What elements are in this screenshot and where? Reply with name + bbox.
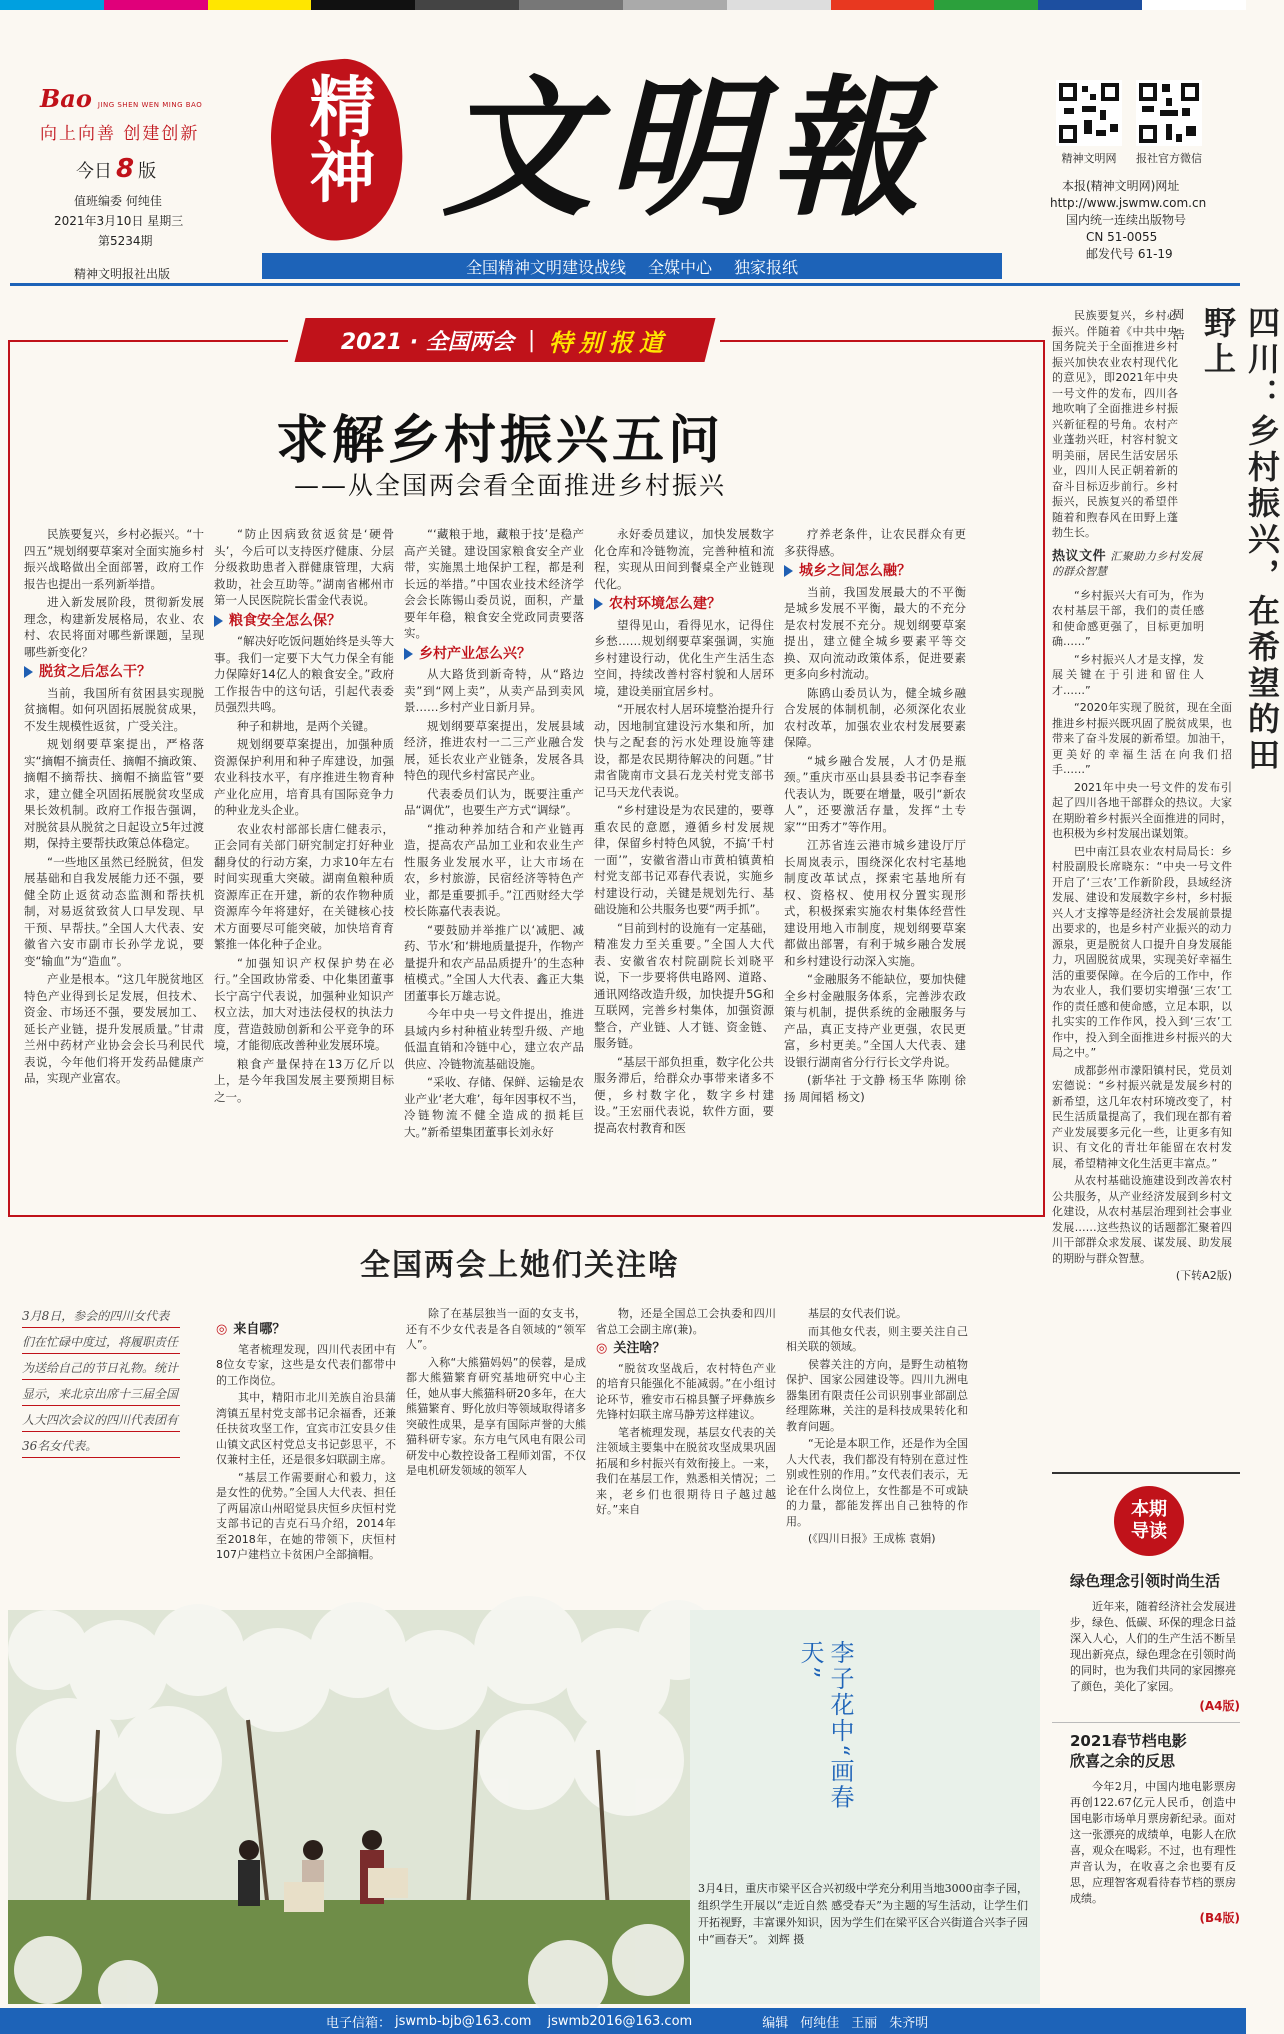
paragraph: “金融服务不能缺位，要加快健全乡村金融服务体系，完善涉农政策与机制，提供系统的金融服务与产品，真正支持产业更强，农民更富，乡村更美。”全国人大代表、建设银行湖南省分行行长文学舟说。	[784, 972, 966, 1069]
paragraph: 陈鸥山委员认为，健全城乡融合发展的体制机制，必须深化农业农村改革，加强农业农村发展要素保障。	[784, 685, 966, 749]
qr-block	[1050, 80, 1226, 263]
women-lede: 3月8日，参会的四川女代表们在忙碌中度过，将履职责任为送给自己的节日礼物。统计显示，来北京出席十三届全国人大四次会议的四川代表团有36名女代表。	[22, 1303, 180, 1459]
section-heading: 脱贫之后怎么干？	[24, 664, 204, 681]
section-heading: ◎ 关注啥？	[596, 1341, 666, 1356]
paragraph: “防止因病致贫返贫是‘硬骨头’，今后可以支持医疗健康、分层分级救助患者入群健康管理，大病救助，社会互助等。”湖南省郴州市第一人民医院院长雷金代表说。	[214, 527, 394, 607]
paragraph: “乡村振兴人才是支撑，发展关键在于引进和留住人才……”	[1052, 652, 1204, 697]
paragraph: “推动种养加结合和产业链再造，提高农产品加工业和农业生产性服务业发展水平，让大市场在农，乡村旅游，民宿经济等特色产业，都是重要抓手。”江西财经大学校长陈嘉代表表说。	[404, 821, 584, 918]
paragraph: 侯蓉关注的方向，是野生动植物保护、国家公园建设等。四川九洲电器集团有限责任公司识别事业部副总经理陈琳，关注的是科技成果转化和教育问题。	[786, 1357, 968, 1433]
triangle-icon	[594, 598, 603, 610]
nav-item-1[interactable]: 全国精神文明建设战线	[465, 257, 626, 277]
right-column-text	[1052, 308, 1232, 1464]
paragraph: “‘藏粮于地，藏粮于技’是稳产高产关键。建设国家粮食安全产业带，实施黑土地保护工程，都是利长远的举措。”中国农业技术经济学会会长陈锡山委员说，面积，产量要年年稳，粮食安全党政同责要落实。	[404, 527, 584, 640]
banner-right: 特别报道	[549, 328, 670, 357]
qr2-label: 报社官方微信	[1136, 152, 1202, 165]
guide-item2-title[interactable]: 2021春节档电影 欣喜之余的反思	[1070, 1732, 1187, 1770]
paragraph: 农业农村部部长唐仁健表示，正会同有关部门研究制定打好种业翻身仗的行动方案，力求10年左右时间实现重大突破。湖南鱼粮种质资源库正在开建，新的农作物种质资源库今年将建好，在关键核心技术方面要尽可能突破，加快培育育繁推一体化种子企业。	[214, 821, 394, 951]
section-heading: 乡村产业怎么兴？	[404, 646, 584, 663]
paragraph: 永好委员建议，加快发展数字化仓库和冷链物流，完善种植和流程，实现从田间到餐桌全产业链现代化。	[594, 527, 774, 591]
publisher: 精神文明报社出版	[74, 267, 171, 281]
triangle-icon	[24, 666, 33, 678]
lead-column-1	[24, 526, 204, 1206]
paragraph: 入称“大熊猫妈妈”的侯蓉，是成都大熊猫繁育研究基地研究中心主任，她从事大熊猫科研20多年，在大熊猫繁育、野化放归等领域取得诸多突破性成果，是享有国际声誉的大熊猫科研专家。东方电气风电有限公司研发中心数控设备工程师刘雷，不仅是电机研发领域的领军人	[406, 1355, 586, 1477]
byline: (《四川日报》王成栋 袁娟)	[808, 1532, 936, 1545]
paragraph: 产业是根本。“这几年脱贫地区特色产业得到长足发展，但技术、资金、市场还不强，要发展加工、延长产业链，提升发展质量。”甘肃兰州中药材产业协会会长马利民代表说，今年他们将开发药品健康产品，实现产业富农。	[24, 972, 204, 1085]
section-heading: 城乡之间怎么融？	[784, 563, 966, 580]
paragraph: “乡村建设是为农民建的，要尊重农民的意愿，遵循乡村发展规律，保留乡村特色风貌，不搞‘千村一面’”，安徽省潜山市黄柏镇黄柏村党支部书记邓春代表说，实施乡村建设行动，关键是规划先行、基础设施和公共服务也要“两手抓”。	[594, 803, 774, 916]
circle-icon: ◎	[596, 1341, 608, 1356]
guide-item2-body: 今年2月，中国内地电影票房再创122.67亿元人民币，创造中国电影市场单月票房新纪录。面对这一张漂亮的成绩单，电影人在欣喜，观众在喝彩。不过，也有理性声音认为，在收喜之余也要有反思，应理智客观看待春节档的票房成绩。	[1070, 1780, 1236, 1905]
newspaper-title	[262, 50, 1002, 250]
photo-caption-text: 3月4日，重庆市梁平区合兴初级中学充分利用当地3000亩李子园，组织学生开展以“走近自然 感受春天”为主题的写生活动，让学生们开拓视野，丰富课外知识，因为学生们在梁平区合兴街道合兴李子园中“画春天”。	[698, 1882, 1028, 1946]
paragraph: 规划纲要草案提出，严格落实“摘帽不摘责任、摘帽不摘政策、摘帽不摘帮扶、摘帽不摘监管”要求，建立健全巩固拓展脱贫攻坚成果长效机制。政府工作报告强调，对脱贫县从脱贫之日起设立5年过渡期，保持主要帮扶政策总体稳定。	[24, 737, 204, 850]
special-report-banner: 2021 · 全国两会 | 特别报道	[295, 318, 716, 362]
paragraph: 从大路货到新奇特，从“路边卖”到“网上卖”，从卖产品到卖风景……乡村产业日新月异。	[404, 667, 584, 714]
lead-frame-top-left	[8, 340, 288, 342]
lead-column-4	[594, 526, 774, 1206]
sub-title: 热议文件	[1052, 548, 1107, 564]
right-headline-text: 四川：乡村振兴，在希望的田野上	[1199, 306, 1281, 774]
today-pages-number: 8	[116, 154, 135, 184]
editor-label: 编辑	[762, 2015, 789, 2031]
women-title: 全国两会上她们关注啥	[360, 1248, 680, 1283]
paragraph: 规划纲要草案提出，发展县域经济，推进农村一二三产业融合发展，延长农业产业链条，发展各具特色的现代乡村富民产业。	[404, 718, 584, 782]
site-line1: 本报(精神文明网)网址	[1062, 179, 1180, 193]
guide-badge	[1114, 1486, 1184, 1556]
today-prefix: 今日	[76, 161, 112, 182]
email-2[interactable]: jswmb2016@163.com	[547, 2013, 693, 2029]
blossom-scene	[8, 1610, 690, 2004]
guide-item1-title[interactable]: 绿色理念引领时尚生活	[1070, 1572, 1221, 1590]
lead-intro2: 进入新发展阶段，贯彻新发展理念，构建新发展格局，农业、农村、农民将面对哪些新课题，呈现哪些新变化？	[24, 595, 204, 659]
women-column-4	[786, 1306, 968, 1606]
today-suffix: 版	[138, 161, 157, 182]
guide-item2-page[interactable]: (B4版)	[1199, 1911, 1240, 1925]
circle-icon: ◎	[216, 1322, 228, 1337]
section-heading: 农村环境怎么建？	[594, 596, 774, 613]
section-heading: ◎ 来自哪？	[216, 1322, 286, 1337]
issue-date: 2021年3月10日 星期三	[54, 214, 184, 228]
lead-subtitle: ——从全国两会看全面推进乡村振兴	[293, 471, 726, 500]
color-registration-bar	[0, 0, 1246, 10]
right-divider	[1052, 1472, 1240, 1474]
photo-title: 李子花中“画春天”	[796, 1640, 854, 1811]
editor: 何纯佳	[800, 2015, 840, 2031]
guide-item1-body: 近年来，随着经济社会发展进步，绿色、低碳、环保的理念日益深入人心，人们的生产生活不断呈现出新亮点，绿色理念在引领时尚的同时，也为我们共同的家园擦亮了颜色，美化了家园。	[1070, 1600, 1236, 1693]
qr-code-icon	[1136, 80, 1202, 146]
guide-panel	[1052, 1560, 1240, 1970]
paragraph: 规划纲要草案提出，加强种质资源保护利用和种子库建设，加强农业科技水平，有序推进生物育种产业化应用，培育具有国际竞争力的种业龙头企业。	[214, 737, 394, 817]
guide-badge-text: 本期导读	[1131, 1499, 1167, 1542]
masthead-rule	[10, 283, 1240, 286]
paragraph: 疗养老条件，让农民群众有更多获得感。	[784, 527, 966, 558]
paragraph: 种子和耕地，是两个关键。	[237, 718, 375, 733]
cn-line: 国内统一连续出版物号	[1066, 213, 1187, 227]
photo-credit: 刘辉 摄	[767, 1933, 805, 1946]
qr-code-icon	[1056, 80, 1122, 146]
title-black-text: 文明報	[442, 61, 935, 237]
nav-item-3[interactable]: 独家报纸	[734, 257, 799, 277]
lead-column-3	[404, 526, 584, 1206]
paragraph: “无论是本职工作，还是作为全国人大代表，我们都没有特别在意过性别或性别的作用。”女代表们表示，无论在什么岗位上，女性都是不可或缺的力量，都能发挥出自己独特的作用。	[786, 1437, 968, 1528]
nav-strip	[262, 253, 1002, 279]
paragraph: 望得见山，看得见水，记得住乡愁……规划纲要草案强调，实施乡村建设行动，优化生产生活生态空间，持续改善村容村貌和人居环境，建设美丽宜居乡村。	[594, 617, 774, 698]
photo-plum-blossom	[8, 1610, 690, 2004]
title-red-text: 精神	[298, 72, 376, 204]
lead-frame-top-right	[720, 340, 1043, 342]
lead-intro: 民族要复兴，乡村必振兴。“十四五”规划纲要草案对全面实施乡村振兴战略做出全面部署，政府工作报告也提出一系列新举措。	[24, 527, 204, 591]
women-column-3	[596, 1306, 776, 1606]
paragraph: 除了在基层独当一面的女支书，还有不少女代表是各自领域的“领军人”。	[406, 1307, 586, 1351]
paragraph: 今年中央一号文件提出，推进县域内乡村种植业转型升级、产地低温直销和冷链中心，建立农产品供应、冷链物流基础设施。	[404, 1007, 584, 1071]
paragraph: “脱贫攻坚战后，农村特色产业的培育只能强化不能减弱。”在小组讨论环节，雅安市石棉县蟹子坪彝族乡先锋村妇联主席马静芳这样建议。	[596, 1361, 776, 1421]
paragraph: “加强知识产权保护势在必行。”全国政协常委、中化集团董事长宁高宁代表说，加强种业知识产权立法，加大对违法侵权的执法力度，营造鼓励创新和公平竞争的环境，才能彻底改善种业发展环境。	[214, 955, 394, 1052]
proofreader: 王丽	[851, 2015, 878, 2031]
paragraph: 当前，我国发展最大的不平衡是城乡发展不平衡，最大的不充分是农村发展不充分。规划纲要草案提出，建立健全城乡要素平等交换、双向流动政策体系，促进要素更多向乡村流动。	[784, 584, 966, 681]
byline: (新华社 于文静 杨玉华 陈刚 徐扬 周闻韬 杨文)	[784, 1073, 966, 1104]
paragraph: “城乡融合发展，人才仍是瓶颈。”重庆市巫山县县委书记李春奎代表认为，既要在增量，吸引“新农人”，还要激活存量，发挥“土专家”“田秀才”等作用。	[784, 753, 966, 834]
paragraph: 2021年中央一号文件的发布引起了四川各地干部群众的热议。大家在期盼着乡村振兴全面推进的同时，也积极为乡村发展出谋划策。	[1052, 780, 1232, 840]
bao-logo: Bao	[40, 84, 92, 113]
slogan: 向上向善 创建创新	[40, 124, 200, 144]
nav-item-2[interactable]: 全媒中心	[647, 257, 712, 277]
qr1-label: 精神文明网	[1061, 152, 1117, 165]
paragraph: “要鼓励并举推广以‘减肥、减药、节水’和‘耕地质量提升，作物产量提升和农产品品质提升’的生态种植模式。”全国人大代表、鑫正大集团董事长万雄志说。	[404, 922, 584, 1003]
duty-editor: 值班编委 何纯佳	[74, 194, 162, 208]
email-label: 电子信箱：	[326, 2015, 392, 2031]
paragraph: 而其他女代表，则主要关注自己相关联的领域。	[786, 1324, 968, 1353]
paragraph: 物，还是全国总工会执委和四川省总工会副主席(兼)。	[596, 1307, 776, 1336]
paragraph: 巴中南江县农业农村局局长：乡村股副股长席晓东：“中央一号文件开启了‘三农’工作新阶段，县域经济发展、建设和发展数字乡村，乡村振兴人才支撑等是经济社会发展前景提出要求的，也是乡村产业振兴的动力源泉，更是脱贫人口提升自身发展能力，巩固脱贫成果，实现美好幸福生活的重要保障。在今后的工作中，作为农业人，我们要切实增强‘三农’工作的责任感和使命感，立足本职，以扎实实的工作作风，投入到‘三农’工作中，投入到全面推进乡村振兴的大局之中。”	[1052, 844, 1232, 1059]
paragraph: 从农村基础设施建设到改善农村公共服务，从产业经济发展到乡村文化建设，从农村基层治理到社会事业发展……这些热议的话题都汇聚着四川干部群众求发展、谋发展、助发展的期盼与群众智慧。	[1052, 1174, 1232, 1265]
paragraph: 当前，我国所有贫困县实现脱贫摘帽。如何巩固拓展脱贫成果，不发生规模性返贫，广受关注。	[24, 685, 204, 733]
issue-number: 第5234期	[98, 234, 153, 248]
paragraph: 笔者梳理发现，基层女代表的关注领域主要集中在脱贫攻坚成果巩固拓展和乡村振兴有效衔接上。一来，我们在基层工作，熟悉相关情况；二来，老乡们也很期待日子越过越好。”来自	[596, 1425, 776, 1516]
paragraph: 江苏省连云港市城乡建设厅厅长周岚表示，围绕深化农村宅基地制度改革试点，探索宅基地所有权、资格权、使用权分置实现形式，积极探索实施农村集体经营性建设用地入市制度，规划纲要草案都做出部署，有利于城乡融合发展和乡村建设行动深入实施。	[784, 838, 966, 968]
lead-column-5	[784, 526, 966, 1206]
site-url[interactable]: http://www.jswmw.com.cn	[1050, 196, 1207, 210]
cn-number: CN 51-0055	[1086, 230, 1158, 244]
paragraph: “2020年实现了脱贫，现在全面推进乡村振兴既巩固了脱贫成果，也带来了奋斗发展的新希望。加油干，更美好的幸福生活在向我们招手……”	[1052, 701, 1232, 776]
paragraph: “解决好吃饭问题始终是头等大事。我们一定要下大气力保全有能力保障好14亿人的粮食安全。”政府工作报告中的这句话，引起代表委员强烈共鸣。	[214, 634, 394, 714]
paragraph: “目前到村的设施有一定基础，精准发力至关重要。”全国人大代表、安徽省农村院副院长刘晓平说，下一步要将供电路网、道路、通讯网络改造升级，加快提升5G和互联网，完善乡村集体，加强资源整合，产业链、人才链、资金链、服务链。	[594, 920, 774, 1050]
paragraph: “乡村振兴大有可为，作为农村基层干部，我们的责任感和使命感更强了，目标更加明确……”	[1052, 588, 1204, 648]
women-column-1	[216, 1318, 396, 1608]
paragraph: 代表委员们认为，既要注重产品“调优”，也要生产方式“调绿”。	[404, 786, 584, 817]
paragraph: 笔者梳理发现，四川代表团中有8位女专家，这些是女代表们都带中的工作岗位。	[216, 1342, 396, 1387]
lead-title: 求解乡村振兴五问	[275, 410, 724, 471]
women-column-2	[406, 1306, 586, 1606]
paragraph: 粮食产量保持在13万亿斤以上，是今年我国发展主要预期目标之一。	[214, 1056, 394, 1104]
lead-column-2	[214, 526, 394, 1206]
designer: 朱齐明	[889, 2015, 929, 2031]
paragraph: 基层的女代表们说。	[808, 1307, 907, 1320]
right-author-tag: 周 浩	[1171, 308, 1185, 342]
guide-item1-page[interactable]: (A4版)	[1199, 1699, 1240, 1713]
footer-bar	[0, 2008, 1246, 2034]
postal-code: 邮发代号 61-19	[1086, 247, 1173, 261]
sub-desc: 汇聚助力乡村发展的群众智慧	[1052, 549, 1203, 578]
banner-left: 2021 · 全国两会	[340, 329, 514, 355]
pinyin-title: JING SHEN WEN MING BAO	[97, 101, 203, 109]
paragraph: “基层工作需要耐心和毅力，这是女性的优势。”全国人大代表、担任了两届凉山州昭觉县庆恒乡庆恒村党支部书记的吉克石马介绍，2014年至2018年，在她的带领下，庆恒村107户建档立卡贫困户全部摘帽。	[216, 1470, 396, 1561]
paragraph: “采收、存储、保鲜、运输是农业产业‘老大难’，每年因事权不当，冷链物流不健全造成的损耗巨大。”新希望集团董事长刘永好	[404, 1075, 584, 1139]
paragraph: 成都彭州市濛阳镇村民，党员刘宏德说：“乡村振兴就是发展乡村的新希望，这几年农村环境改变了，村民生活质量提高了，我们现在都有着产业发展要多元化一些，让更多有知识、有文化的青壮年能留在农村发展，希望精神文化生活更丰富点。”	[1052, 1063, 1232, 1170]
continued-note: (下转A2版)	[1175, 1269, 1232, 1282]
paragraph: “开展农村人居环境整治提升行动，因地制宜建设污水集和所，加快与之配套的污水处理设施等建设，都是农民期待解决的问题。”甘肃省陇南市文县石龙关村党支部书记马天龙代表说。	[594, 702, 774, 799]
paragraph: “一些地区虽然已经脱贫，但发展基础和自我发展能力还不强，要健全防止返贫动态监测和帮扶机制，对易返贫致贫人口早发现、早干预、早帮扶。”全国人大代表、安徽省六安市副市长孙学龙说，要变“输血”为“造血”。	[24, 854, 204, 968]
photo-caption	[698, 1880, 1028, 1948]
triangle-icon	[404, 648, 413, 660]
triangle-icon	[214, 615, 223, 627]
section-heading: 粮食安全怎么保？	[214, 613, 394, 630]
masthead-left	[40, 84, 240, 282]
paragraph: 民族要复兴，乡村必振兴。伴随着《中共中央国务院关于全面推进乡村振兴加快农业农村现代化的意见》，即2021年中央一号文件的发布，四川各地吹响了全面推进乡村振兴新征程的号角。农村产业蓬勃兴旺，村容村貌文明美丽，居民生活安居乐业，四川人民正朝着新的奋斗目标迈步前行。乡村振兴，民族复兴的希望伴随着和煦春风在田野上蓬勃生长。	[1052, 309, 1178, 539]
paragraph: “基层干部负担重，数字化公共服务滞后，给群众办事带来诸多不便，乡村数字化，数字乡村建设。”王宏丽代表说，软件方面，要提高农村教育和医	[594, 1054, 774, 1135]
triangle-icon	[784, 565, 793, 577]
paragraph: 其中，精阳市北川羌族自治县蒲湾镇五星村党支部书记余福香，还兼任扶贫攻坚工作，宜宾市江安县夕佳山镇文武区村党总支书记彭思平，不仅兼村主任，还是很多妇联副主席。	[216, 1391, 396, 1466]
email-1[interactable]: jswmb-bjb@163.com	[395, 2013, 532, 2029]
